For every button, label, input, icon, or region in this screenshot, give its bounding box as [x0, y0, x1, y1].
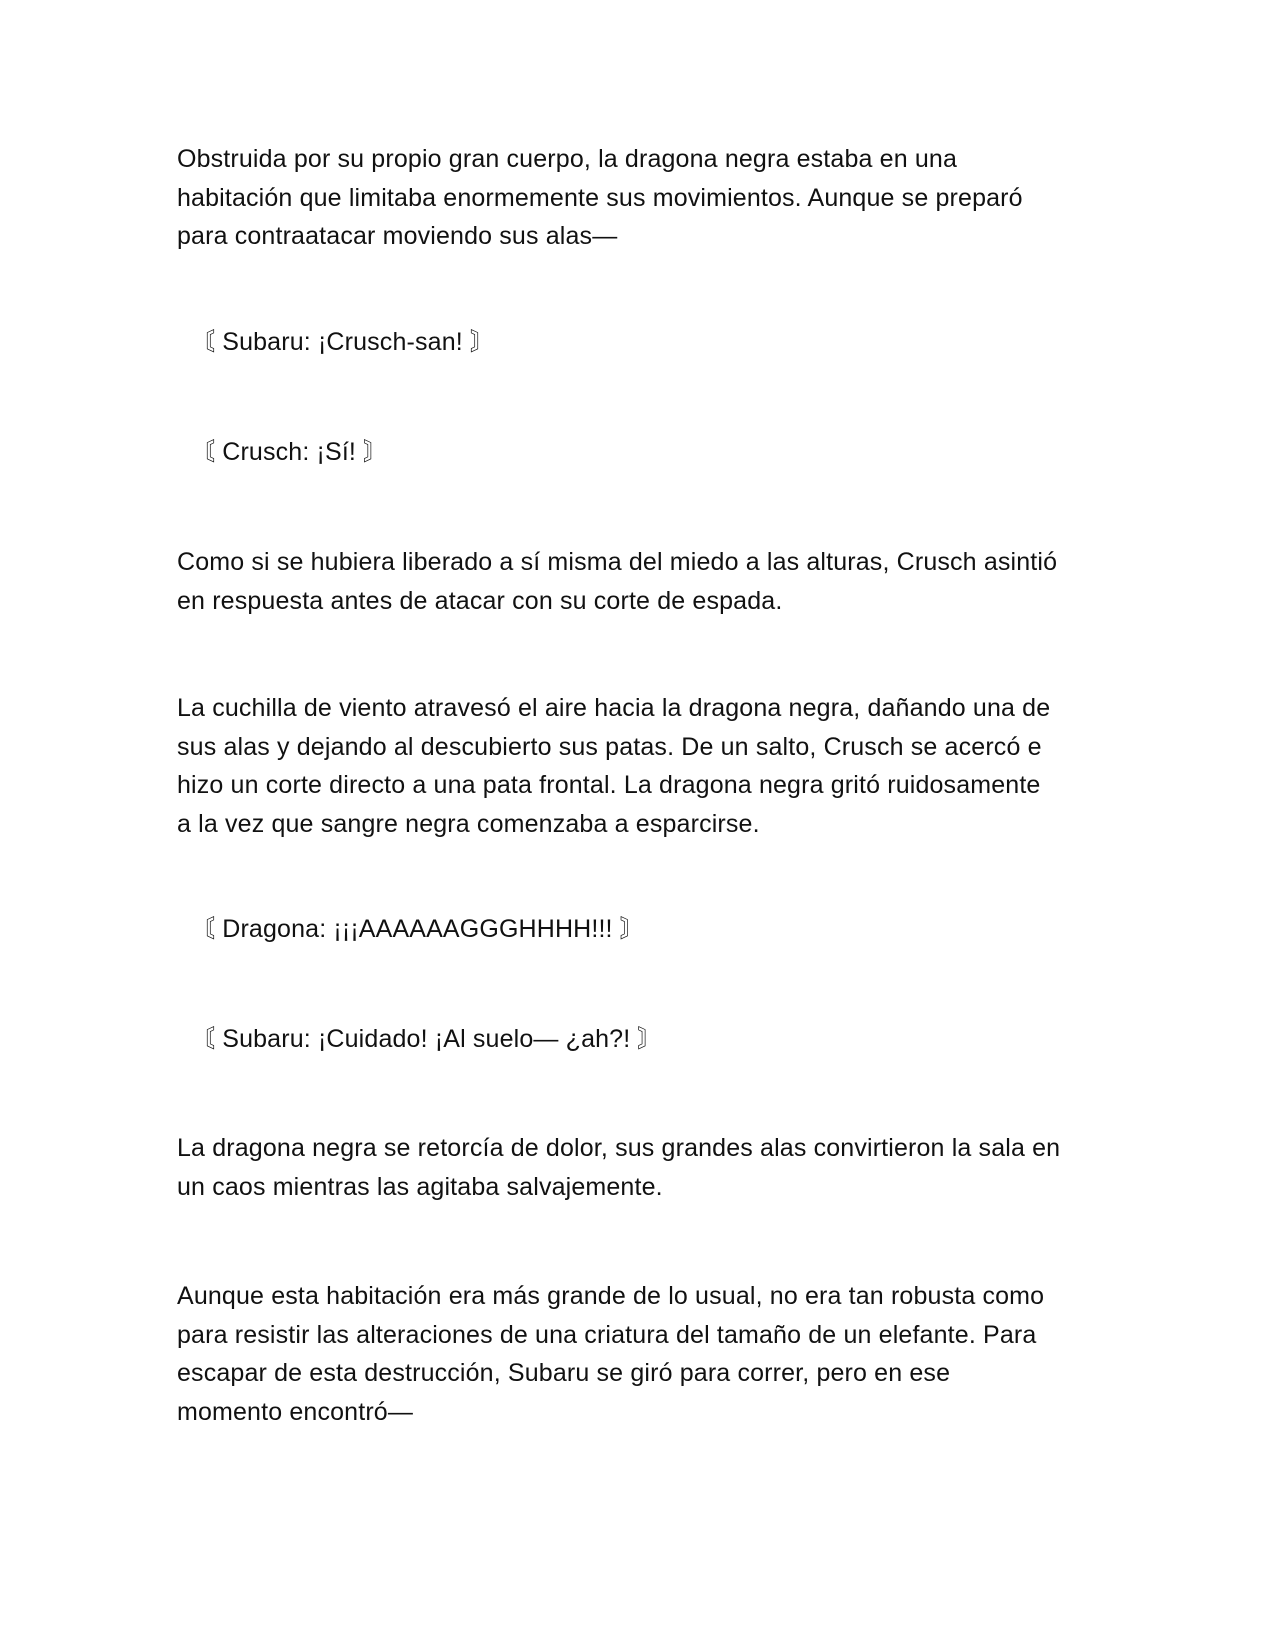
text-line: La cuchilla de viento atravesó el aire hacia la dragona negra, dañando una de [177, 694, 1051, 722]
paragraph-5 [177, 1277, 1107, 1431]
text-line: sus alas y dejando al descubierto sus patas. De un salto, Crusch se acercó e [177, 732, 1042, 761]
dialogue-line: 〘 Crusch: ¡Sí! 〙 [190, 438, 389, 466]
text-line: Como si se hubiera liberado a sí misma del miedo a las alturas, Crusch asintió [177, 548, 1058, 576]
text-line: a la vez que sangre negra comenzaba a esparcirse. [177, 809, 760, 838]
text-line: habitación que limitaba enormemente sus movimientos. Aunque se preparó [177, 183, 1023, 212]
dialogue-line: 〘 Subaru: ¡Crusch-san! 〙 [190, 328, 496, 356]
dialogue-subaru-2 [190, 1020, 1120, 1059]
text-line: en respuesta antes de atacar con su corte de espada. [177, 586, 783, 615]
text-line: hizo un corte directo a una pata frontal. La dragona negra gritó ruidosamente [177, 771, 1041, 799]
text-line: Aunque esta habitación era más grande de lo usual, no era tan robusta como [177, 1282, 1045, 1310]
paragraph-2 [177, 543, 1107, 620]
text-line: La dragona negra se retorcía de dolor, sus grandes alas convirtieron la sala en [177, 1134, 1061, 1162]
text-line: escapar de esta destrucción, Subaru se giró para correr, pero en ese [177, 1359, 951, 1387]
dialogue-crusch [190, 433, 1120, 472]
dialogue-subaru-1 [190, 323, 1120, 362]
dialogue-line: 〘 Dragona: ¡¡¡AAAAAAGGGHHHH!!! 〙 [190, 915, 645, 943]
dialogue-line: 〘 Subaru: ¡Cuidado! ¡Al suelo— ¿ah?! 〙 [190, 1025, 663, 1053]
text-line: para resistir las alteraciones de una criatura del tamaño de un elefante. Para [177, 1320, 1037, 1349]
paragraph-1 [177, 140, 1107, 256]
dialogue-dragona [190, 910, 1120, 949]
paragraph-4 [177, 1129, 1107, 1206]
text-line: un caos mientras las agitaba salvajemente. [177, 1172, 663, 1201]
text-line: para contraatacar moviendo sus alas— [177, 222, 618, 250]
text-line: momento encontró— [177, 1397, 413, 1426]
text-line: Obstruida por su propio gran cuerpo, la dragona negra estaba en una [177, 145, 958, 173]
paragraph-3 [177, 689, 1107, 843]
